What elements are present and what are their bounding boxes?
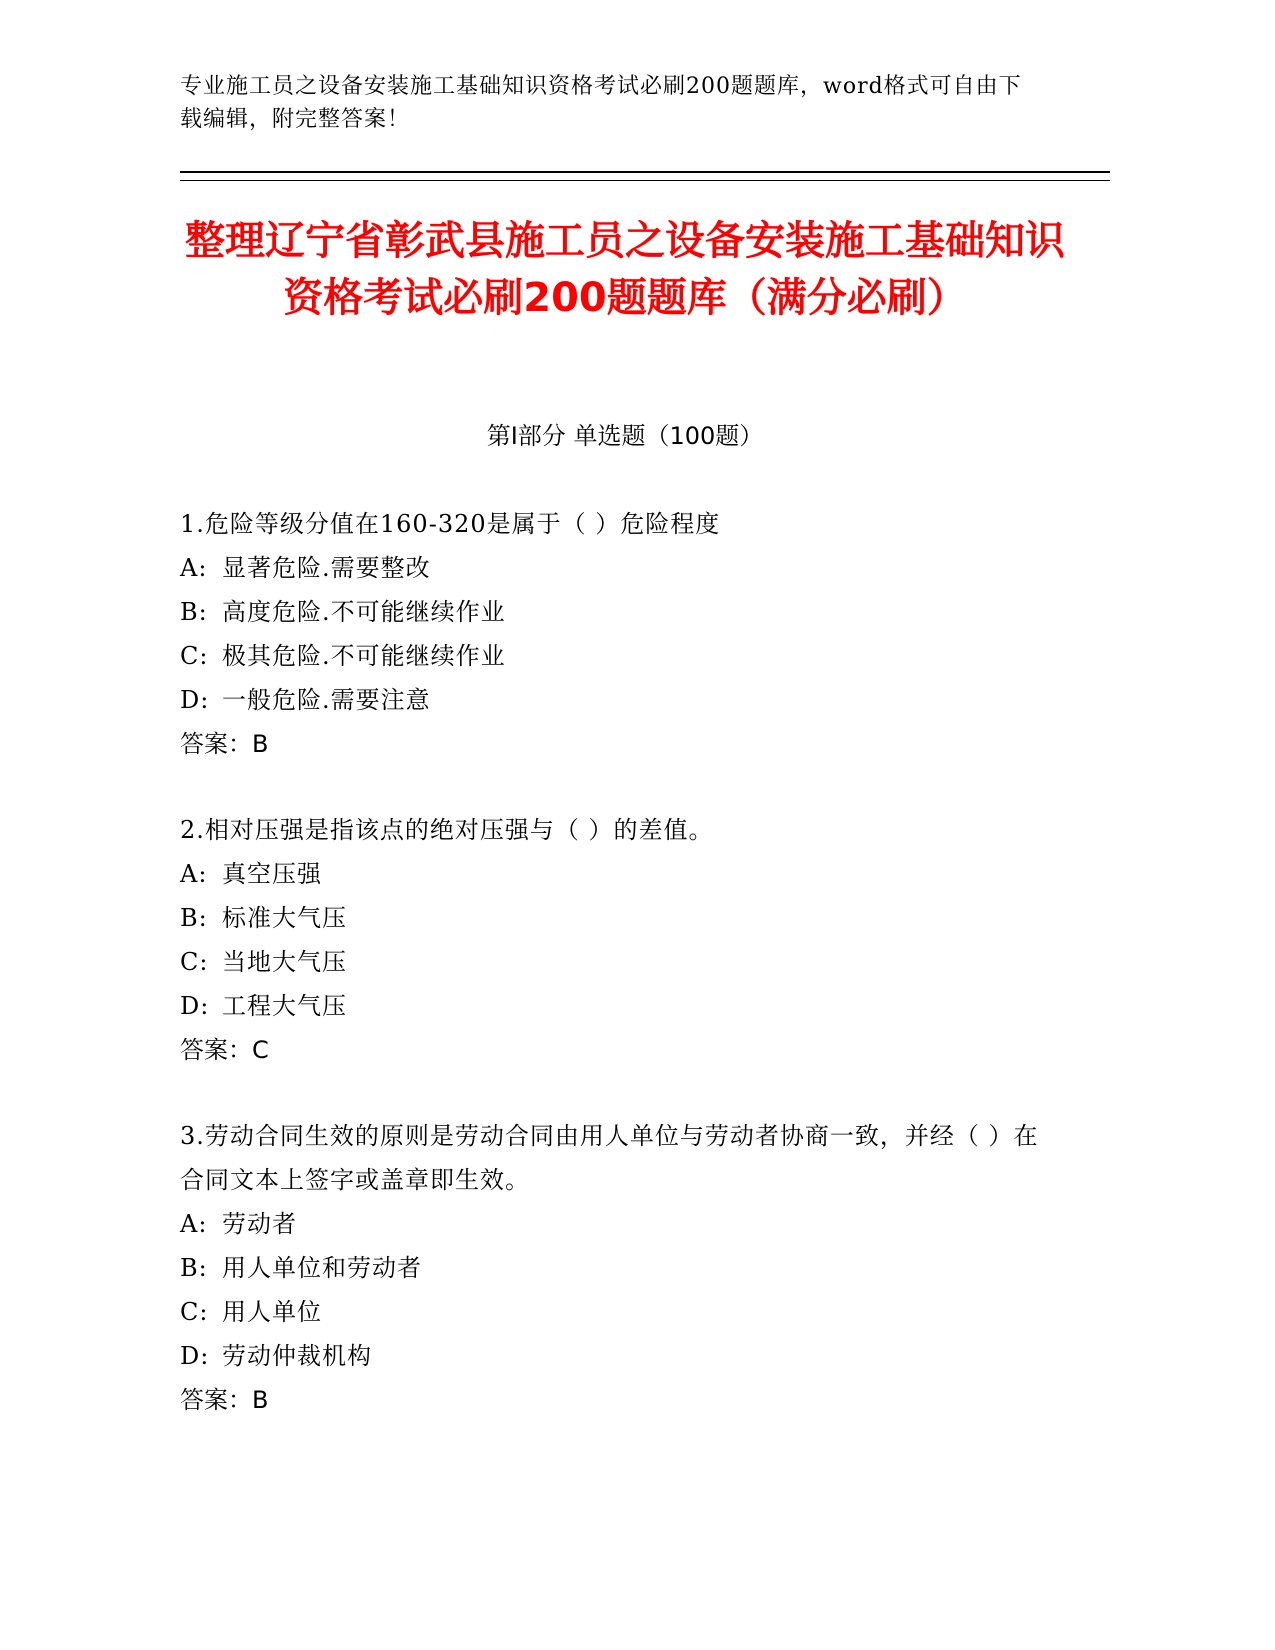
option-a [180, 546, 1060, 590]
option-text: 劳动者 [222, 1210, 297, 1238]
option-text: 劳动仲裁机构 [222, 1342, 372, 1370]
option-d [180, 1334, 1060, 1378]
question-stem: 1.危险等级分值在160-320是属于（ ）危险程度 [180, 510, 721, 538]
option-text: 极其危险.不可能继续作业 [222, 642, 506, 670]
option-c [180, 940, 1060, 984]
option-text: 高度危险.不可能继续作业 [222, 598, 506, 626]
option-text: 一般危险.需要注意 [222, 686, 431, 714]
header-divider-thick [180, 171, 1110, 173]
question-1 [180, 502, 1060, 766]
option-key: D: [180, 992, 210, 1020]
option-c [180, 634, 1060, 678]
question-stem: 2.相对压强是指该点的绝对压强与（ ）的差值。 [180, 816, 714, 844]
question-stem: 3.劳动合同生效的原则是劳动合同由用人单位与劳动者协商一致，并经（ ）在合同文本上签字或盖章即生效。 [180, 1122, 1039, 1194]
option-b [180, 896, 1060, 940]
option-key: B: [180, 904, 208, 932]
option-text: 工程大气压 [222, 992, 347, 1020]
option-b [180, 590, 1060, 634]
question-3 [180, 1114, 1060, 1422]
option-key: D: [180, 686, 210, 714]
document-title: 整理辽宁省彰武县施工员之设备安装施工基础知识资格考试必刷200题题库（满分必刷） [185, 218, 1065, 321]
option-d [180, 678, 1060, 722]
page-header-note: 专业施工员之设备安装施工基础知识资格考试必刷200题题库，word格式可自由下载编辑，附完整答案！ [180, 74, 1022, 132]
answer-line: 答案：B [180, 1386, 269, 1414]
option-text: 用人单位 [222, 1298, 322, 1326]
option-key: C: [180, 1298, 209, 1326]
answer-line: 答案：B [180, 730, 269, 758]
section-title: 第I部分 单选题（100题） [486, 422, 764, 450]
option-key: C: [180, 948, 209, 976]
answer-line: 答案：C [180, 1036, 269, 1064]
header-divider-thin [180, 180, 1110, 181]
option-key: A: [180, 1210, 208, 1238]
option-text: 用人单位和劳动者 [222, 1254, 422, 1282]
option-text: 标准大气压 [222, 904, 347, 932]
option-text: 真空压强 [222, 860, 322, 888]
option-key: B: [180, 1254, 208, 1282]
option-text: 显著危险.需要整改 [222, 554, 431, 582]
option-key: C: [180, 642, 209, 670]
option-a [180, 852, 1060, 896]
option-key: A: [180, 860, 208, 888]
option-b [180, 1246, 1060, 1290]
question-2 [180, 808, 1060, 1072]
option-text: 当地大气压 [222, 948, 347, 976]
option-key: A: [180, 554, 208, 582]
option-key: B: [180, 598, 208, 626]
option-c [180, 1290, 1060, 1334]
option-d [180, 984, 1060, 1028]
option-a [180, 1202, 1060, 1246]
option-key: D: [180, 1342, 210, 1370]
